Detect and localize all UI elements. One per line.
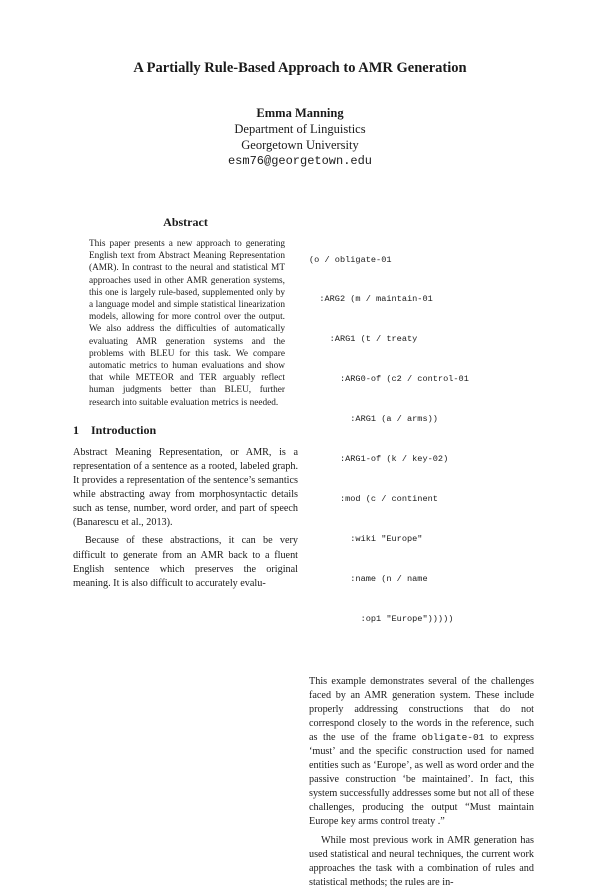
example-discussion-paragraph (309, 675, 534, 830)
right-column (309, 215, 534, 890)
paper-title: A Partially Rule-Based Approach to AMR Generation (133, 60, 467, 76)
amr-line: :ARG1 (a / arms)) (309, 414, 438, 425)
section-number: 1 (73, 422, 79, 437)
section-title: Introduction (91, 422, 157, 437)
abstract-text: This paper presents a new approach to generating English text from Abstract Meaning Representation (AMR). In contrast to the neural and statistical MT approaches used in other AMR generation systems, this one is largely rule-based, supplemented only by a language model and simple statistical linearization models, allowing for more control over the output. We also address the difficulties of automatically evaluating AMR generation systems and the problems with BLEU for this task. We compare automatic metrics to human evaluations and show that while METEOR and TER arguably reflect human judgments better than BLEU, further research into suitable evaluation metrics is needed. (89, 239, 285, 408)
author-block (0, 105, 600, 169)
author-university: Georgetown University (241, 138, 359, 152)
approach-paragraph: While most previous work in AMR generation has used statistical and neural techniques, the current work approaches the task with a combination of rules and statistical methods; the rules are in- (309, 834, 534, 888)
frame-code: obligate-01 (421, 731, 485, 743)
amr-example (309, 227, 534, 653)
amr-line: :ARG2 (m / maintain-01 (309, 294, 433, 305)
author-department: Department of Linguistics (234, 122, 366, 136)
amr-line: :mod (c / continent (309, 493, 438, 504)
abstract-heading: Abstract (163, 215, 208, 229)
introduction-paragraph-2: Because of these abstractions, it can be very difficult to generate from an AMR back to a fluent English sentence which preserves the original meaning. It is also difficult to accurately evalu- (73, 535, 298, 589)
example-text-after: to express ‘must’ and the specific construction used for named entities such as ‘Europe’, as well as word order and the passive construction ‘be maintained’. In fact, this system successfully addresses some but not all of these challenges, producing the output “Must maintain Europe key arms control treaty .” (309, 731, 535, 828)
example-text-before: This example demonstrates several of the challenges faced by an AMR generation system. These include properly addressing constructions that do not correspond closely to the words in the reference, such as the use of the frame (309, 675, 534, 743)
amr-line: :name (n / name (309, 573, 428, 584)
introduction-paragraph-1: Abstract Meaning Representation, or AMR, is a representation of a sentence as a rooted, labeled graph. It provides a representation of the sentence’s semantics while abstracting away from morphosyntactic details such as tense, number, word order, and part of speech (Banarescu et al., 2013). (73, 446, 298, 529)
amr-line: :op1 "Europe"))))) (309, 613, 454, 624)
introduction-heading (73, 423, 298, 438)
author-name: Emma Manning (256, 106, 344, 120)
amr-line: (o / obligate-01 (309, 254, 392, 265)
amr-line: :wiki "Europe" (309, 533, 423, 544)
amr-line: :ARG1 (t / treaty (309, 334, 418, 345)
amr-line: :ARG0-of (c2 / control-01 (309, 374, 469, 385)
left-column (73, 215, 298, 591)
author-email: esm76@georgetown.edu (227, 154, 373, 168)
amr-line: :ARG1-of (k / key-02) (309, 454, 449, 465)
